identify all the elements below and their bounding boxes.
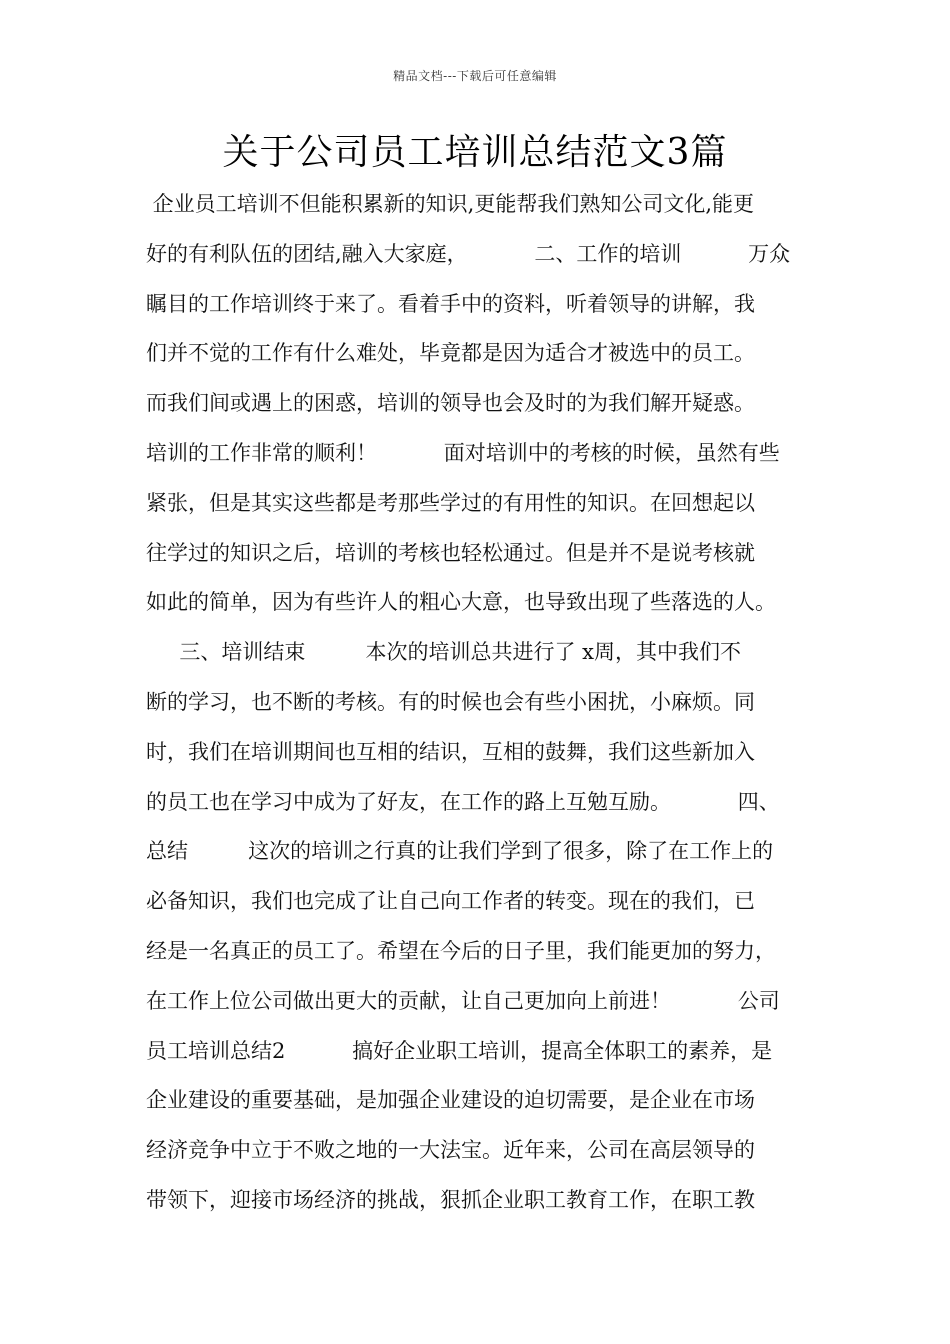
text-line: 的员工也在学习中成为了好友，在工作的路上互勉互励。 四、 bbox=[146, 789, 780, 814]
text-line: 总结 这次的培训之行真的让我们学到了很多，除了在工作上的 bbox=[146, 839, 774, 864]
text-line: 断的学习，也不断的考核。有的时候也会有些小困扰，小麻烦。同 bbox=[146, 689, 755, 714]
text-line: 企业员工培训不但能积累新的知识,更能帮我们熟知公司文化,能更 bbox=[146, 192, 755, 216]
header-note: 精品文档---下载后可任意编辑 bbox=[393, 69, 557, 83]
text-line: 如此的简单，因为有些许人的粗心大意，也导致出现了些落选的人。 bbox=[146, 590, 776, 615]
text-line: 紧张，但是其实这些都是考那些学过的有用性的知识。在回想起以 bbox=[146, 490, 755, 515]
text-line: 而我们间或遇上的困惑，培训的领导也会及时的为我们解开疑惑。 bbox=[146, 391, 755, 416]
text-line: 往学过的知识之后，培训的考核也轻松通过。但是并不是说考核就 bbox=[146, 540, 755, 565]
text-line: 经济竞争中立于不败之地的一大法宝。近年来，公司在高层领导的 bbox=[146, 1138, 755, 1163]
text-line: 员工培训总结2 搞好企业职工培训，提高全体职工的素养，是 bbox=[146, 1038, 773, 1063]
text-line: 好的有利队伍的团结,融入大家庭， 二、工作的培训 万众 bbox=[146, 241, 791, 266]
document-title: 关于公司员工培训总结范文3篇 bbox=[222, 132, 728, 173]
text-line: 们并不觉的工作有什么难处，毕竟都是因为适合才被选中的员工。 bbox=[146, 341, 755, 366]
text-line: 带领下，迎接市场经济的挑战，狠抓企业职工教育工作，在职工教 bbox=[146, 1187, 755, 1212]
text-line: 经是一名真正的员工了。希望在今后的日子里，我们能更加的努力， bbox=[146, 938, 776, 963]
text-line: 必备知识，我们也完成了让自己向工作者的转变。现在的我们，已 bbox=[146, 889, 755, 914]
text-line: 时，我们在培训期间也互相的结识，互相的鼓舞，我们这些新加入 bbox=[146, 739, 755, 764]
text-line: 培训的工作非常的顺利！ 面对培训中的考核的时候，虽然有些 bbox=[146, 440, 780, 465]
text-line: 三、培训结束 本次的培训总共进行了 x周，其中我们不 bbox=[146, 640, 741, 665]
body-text bbox=[146, 180, 816, 1226]
text-line: 瞩目的工作培训终于来了。看着手中的资料，听着领导的讲解，我 bbox=[146, 291, 755, 316]
text-line: 在工作上位公司做出更大的贡献，让自己更加向上前进！ 公司 bbox=[146, 988, 780, 1013]
text-line: 企业建设的重要基础，是加强企业建设的迫切需要，是企业在市场 bbox=[146, 1088, 755, 1113]
